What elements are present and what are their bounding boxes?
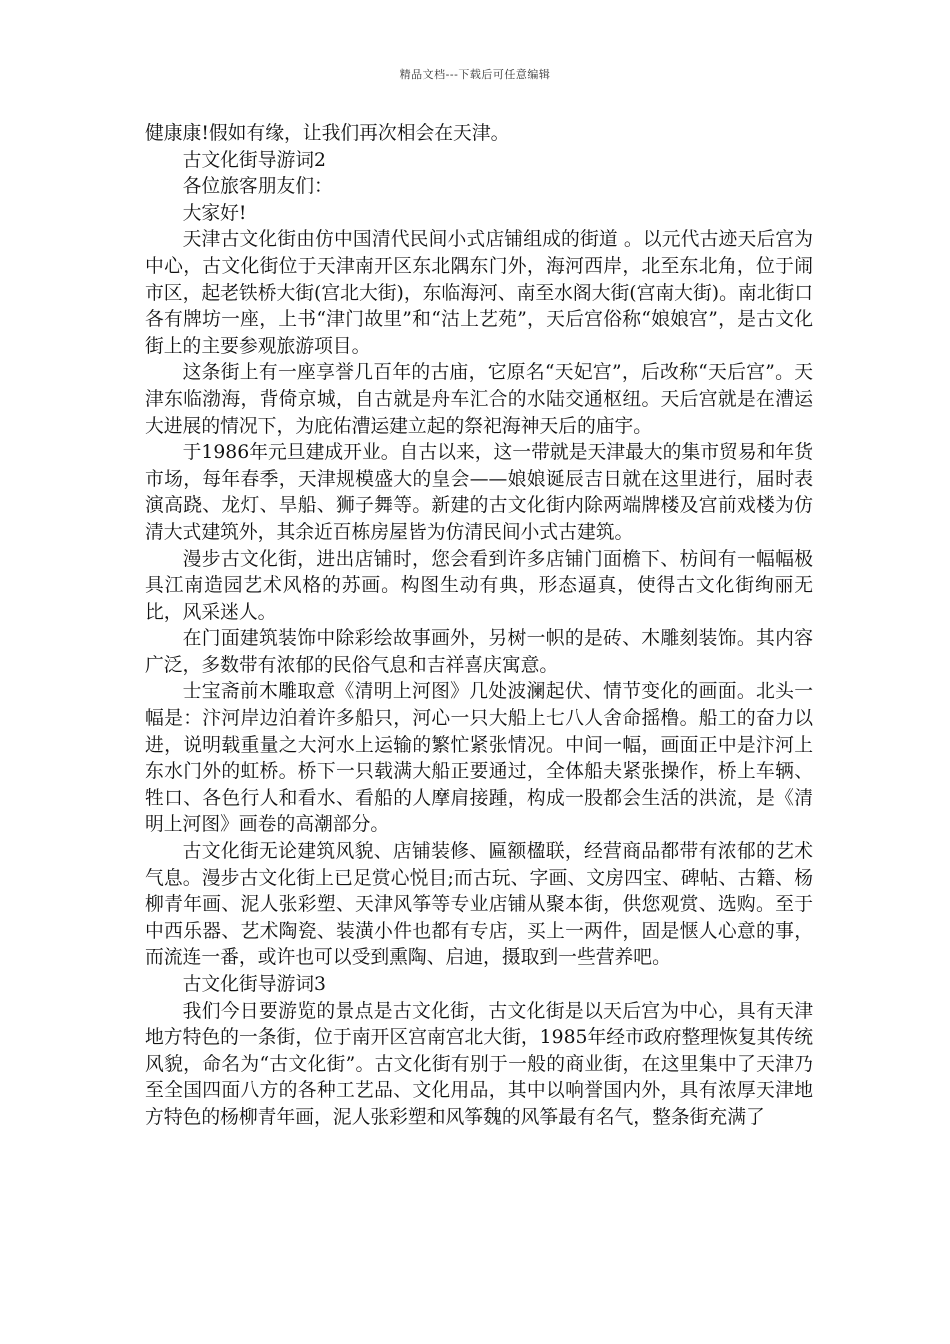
paragraph: 古文化街无论建筑风貌、店铺装修、匾额楹联，经营商品都带有浓郁的艺术气息。漫步古文化街上已足赏心悦目;而古玩、字画、文房四宝、碑帖、古籍、杨柳青年画、泥人张彩塑、天津风筝等专业店铺从聚本街，供您观赏、选购。至于中西乐器、艺术陶瓷、装潢小件也都有专店，买上一两件，固是惬人心意的事，而流连一番，或许也可以受到熏陶、启迪，摄取到一些营养吧。 xyxy=(145,841,813,969)
paragraph: 漫步古文化街，进出店铺时，您会看到许多店铺门面檐下、枋间有一幅幅极具江南造园艺术风格的苏画。构图生动有典，形态逼真，使得古文化街绚丽无比，风采迷人。 xyxy=(145,548,813,623)
paragraph: 于1986年元旦建成开业。自古以来，这一带就是天津最大的集市贸易和年货市场，每年春季，天津规模盛大的皇会——娘娘诞辰吉日就在这里进行，届时表演高跷、龙灯、旱船、狮子舞等。新建的古文化街内除两端牌楼及宫前戏楼为仿清大式建筑外，其余近百栋房屋皆为仿清民间小式古建筑。 xyxy=(145,442,813,543)
paragraph: 天津古文化街由仿中国清代民间小式店铺组成的街道 。以元代古迹天后宫为中心，古文化街位于天津南开区东北隅东门外，海河西岸，北至东北角，位于闹市区，起老铁桥大街(宫北大街)，东临海河、南至水阁大街(宫南大街)。南北街口各有牌坊一座，上书“津门故里”和“沽上艺苑”，天后宫俗称“娘娘宫”，是古文化街上的主要参观旅游项目。 xyxy=(145,229,813,357)
document-body xyxy=(145,121,813,1132)
paragraph: 我们今日要游览的景点是古文化街，古文化街是以天后宫为中心，具有天津地方特色的一条街，位于南开区宫南宫北大街，1985年经市政府整理恢复其传统风貌，命名为“古文化街”。古文化街有别于一般的商业街，在这里集中了天津乃至全国四面八方的各种工艺品、文化用品，其中以响誉国内外，具有浓厚天津地方特色的杨柳青年画，泥人张彩塑和风筝魏的风筝最有名气，整条街充满了 xyxy=(145,1000,813,1128)
paragraph: 士宝斋前木雕取意《清明上河图》几处波澜起伏、情节变化的画面。北头一幅是：汴河岸边泊着许多船只，河心一只大船上七八人舍命摇橹。船工的奋力以进，说明载重量之大河水上运输的繁忙紧张情况。中间一幅，画面正中是汴河上东水门外的虹桥。桥下一只载满大船正要通过，全体船夫紧张操作，桥上车辆、牲口、各色行人和看水、看船的人摩肩接踵，构成一股都会生活的洪流，是《清明上河图》画卷的高潮部分。 xyxy=(145,681,813,836)
section-heading-3: 古文化街导游词3 xyxy=(182,974,327,995)
greeting-hello: 大家好! xyxy=(182,202,247,224)
paragraph: 这条街上有一座享誉几百年的古庙，它原名“天妃宫”，后改称“天后宫”。天津东临渤海，背倚京城，自古就是舟车汇合的水陆交通枢纽。天后宫就是在漕运大进展的情况下，为庇佑漕运建立起的祭祀海神天后的庙宇。 xyxy=(145,362,813,437)
section-heading-2: 古文化街导游词2 xyxy=(182,149,327,171)
greeting-line: 各位旅客朋友们： xyxy=(182,176,333,198)
page-header: 精品文档---下载后可任意编辑 xyxy=(399,68,551,81)
paragraph: 在门面建筑装饰中除彩绘故事画外，另树一帜的是砖、木雕刻装饰。其内容广泛，多数带有浓郁的民俗气息和吉祥喜庆寓意。 xyxy=(145,628,813,676)
paragraph-closing-line: 健康康!假如有缘，让我们再次相会在天津。 xyxy=(145,123,510,144)
